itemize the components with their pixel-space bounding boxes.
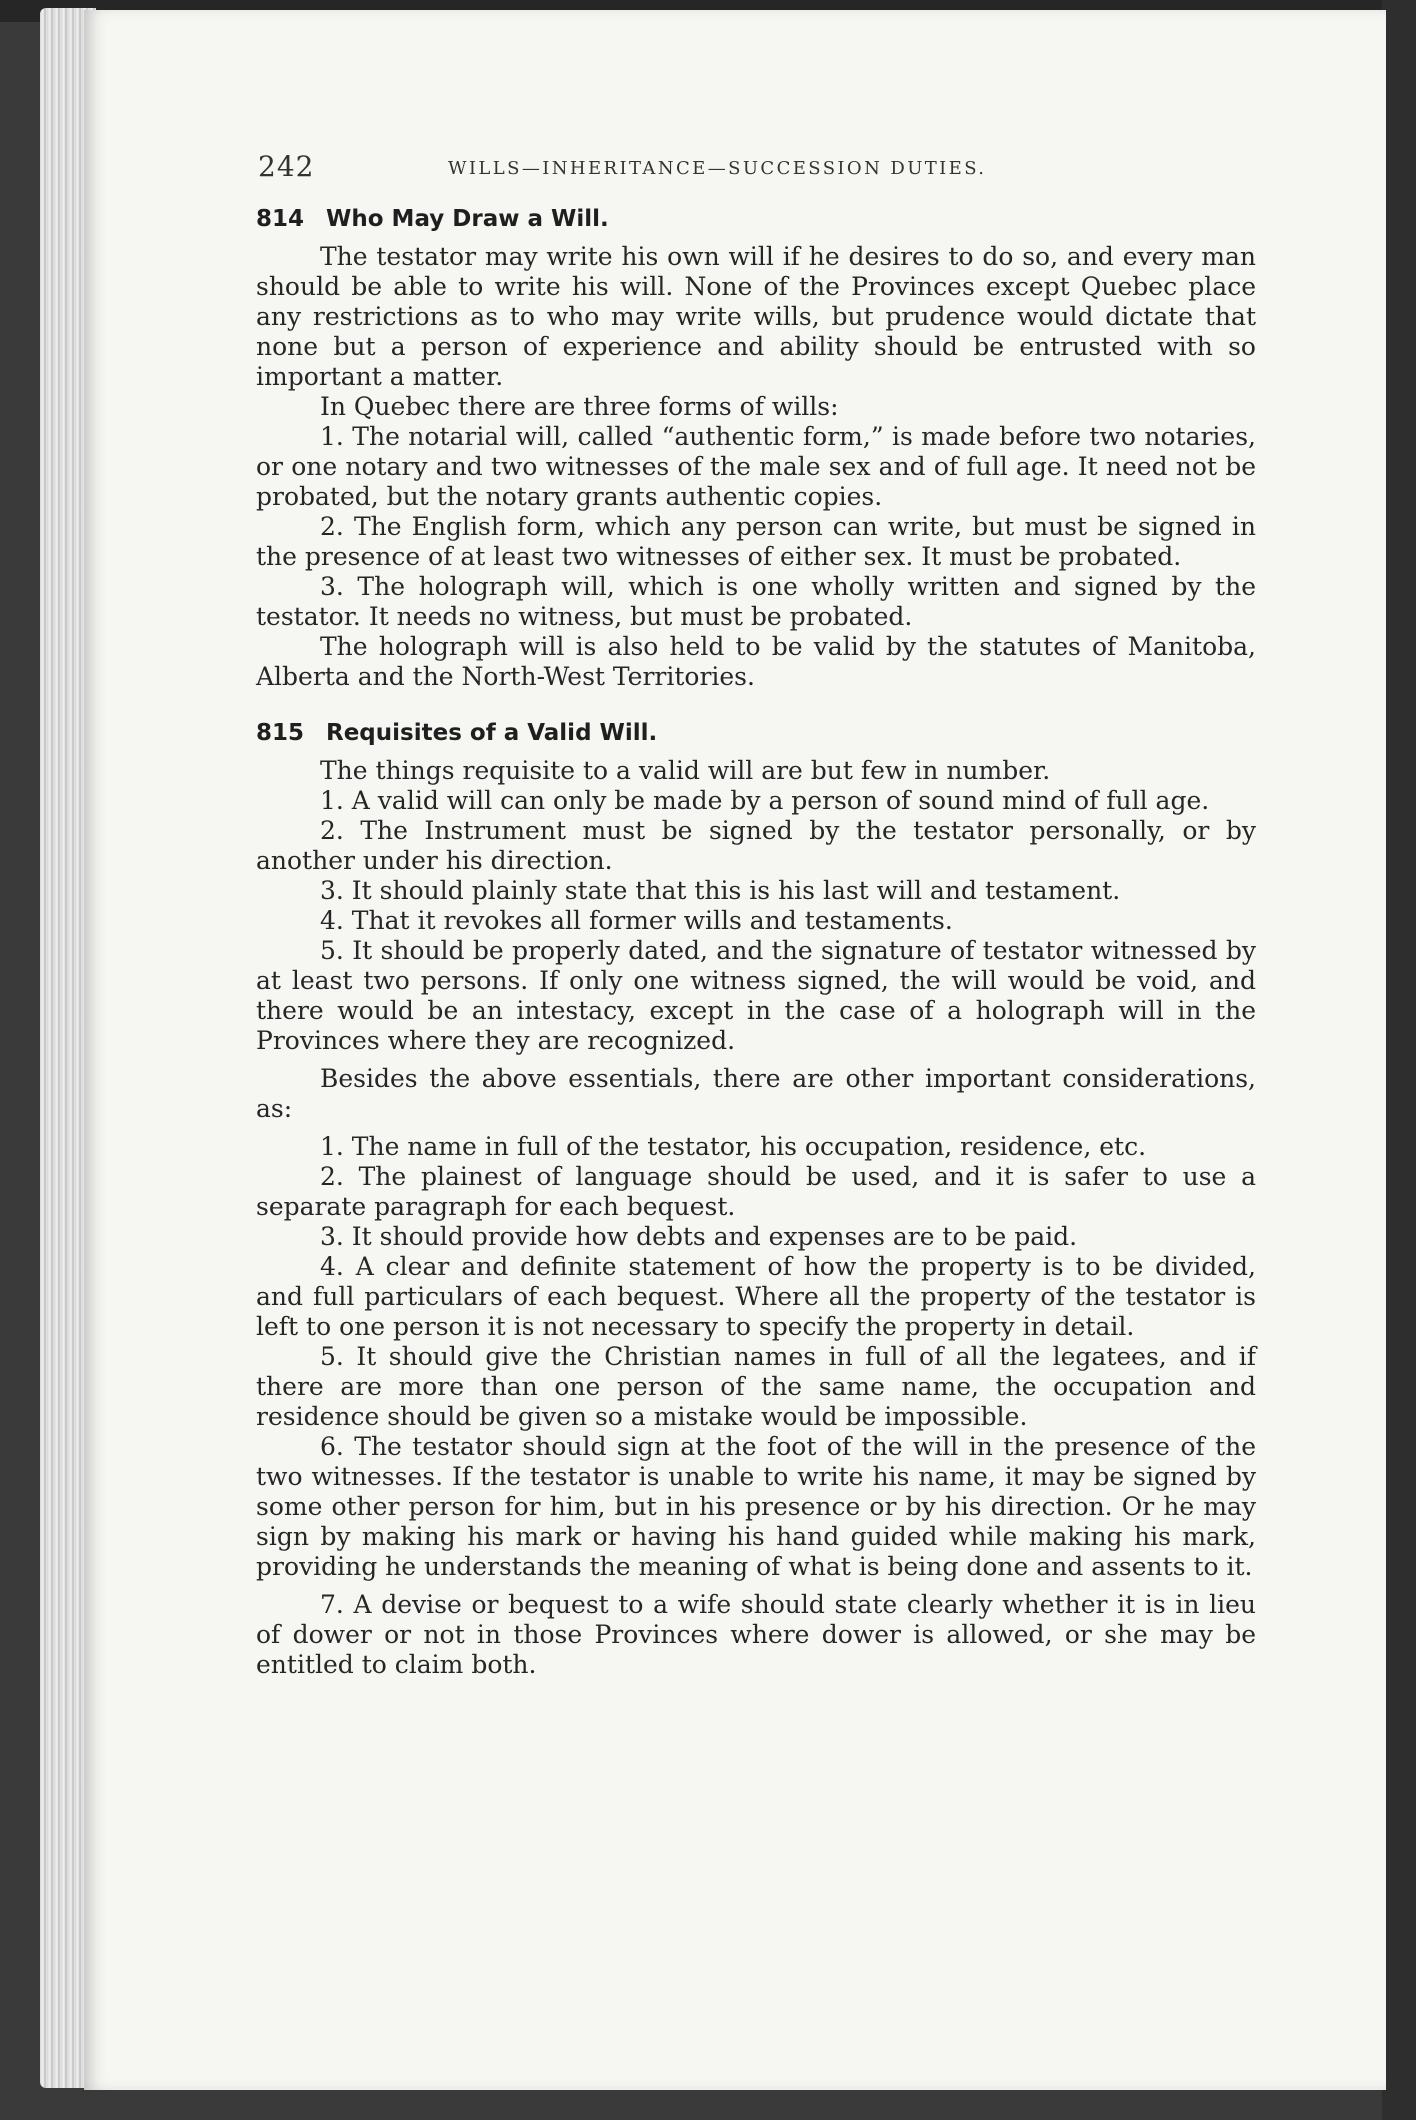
scan-background-right (1382, 0, 1416, 2120)
paragraph: 4. That it revokes all former wills and testaments. (320, 906, 953, 935)
paragraph: The things requisite to a valid will are but few in number. (320, 756, 1051, 785)
paragraph: 2. The Instrument must be signed by the testator personally, or by another under his direction. (256, 816, 1256, 875)
paragraph: Besides the above essentials, there are other important considerations, as: (256, 1064, 1256, 1123)
paragraph: The testator may write his own will if he desires to do so, and every man should be able to write his will. None of the Provinces except Quebec place any restrictions as to who may write wills, but prudence would dictate that none but a person of experience and ability should be entrusted with so important a matter. (256, 242, 1256, 391)
paragraph: 1. The notarial will, called “authentic form,” is made before two notaries, or one notary and two witnesses of the male sex and of full age. It need not be probated, but the notary grants authentic copies. (256, 422, 1256, 511)
paragraph: 2. The plainest of language should be used, and it is safer to use a separate paragraph for each bequest. (256, 1162, 1256, 1221)
paragraph: 1. A valid will can only be made by a person of sound mind of full age. (320, 786, 1210, 815)
book-page (84, 10, 1386, 2090)
paragraph: In Quebec there are three forms of wills: (320, 392, 839, 421)
paragraph: 4. A clear and definite statement of how the property is to be divided, and full particulars of each bequest. Where all the property of the testator is left to one person it is not necessary to specify the property in detail. (256, 1252, 1256, 1341)
paragraph: 1. The name in full of the testator, his occupation, residence, etc. (320, 1132, 1147, 1161)
section-815 (256, 720, 1256, 1680)
paragraph: 3. The holograph will, which is one wholly written and signed by the testator. It needs no witness, but must be probated. (256, 572, 1256, 631)
paragraph: 3. It should provide how debts and expenses are to be paid. (320, 1222, 1078, 1251)
paragraph: 6. The testator should sign at the foot of the will in the presence of the two witnesses. If the testator is unable to write his name, it may be signed by some other person for him, but in his presence or by his direction. Or he may sign by making his mark or having his hand guided while making his mark, providing he understands the meaning of what is being done and assents to it. (256, 1432, 1256, 1581)
paragraph: 5. It should give the Christian names in full of all the legatees, and if there are more than one person of the same name, the occupation and residence should be given so a mistake would be impossible. (256, 1342, 1256, 1431)
section-heading (256, 720, 1256, 746)
page-content (256, 150, 1256, 1680)
running-head (256, 150, 1256, 196)
paragraph: 7. A devise or bequest to a wife should state clearly whether it is in lieu of dower or not in those Provinces where dower is allowed, or she may be entitled to claim both. (256, 1590, 1256, 1679)
section-814 (256, 206, 1256, 692)
paragraph: The holograph will is also held to be valid by the statutes of Manitoba, Alberta and the North-West Territories. (256, 632, 1256, 691)
running-title: WILLS—INHERITANCE—SUCCESSION DUTIES. (448, 158, 987, 179)
section-number: 814 (256, 206, 305, 232)
paragraph: 3. It should plainly state that this is his last will and testament. (320, 876, 1121, 905)
section-title: Who May Draw a Will. (326, 206, 609, 232)
paragraph: 5. It should be properly dated, and the signature of testator witnessed by at least two persons. If only one witness signed, the will would be void, and there would be an intestacy, except in the case of a holograph will in the Provinces where they are recognized. (256, 936, 1256, 1055)
section-title: Requisites of a Valid Will. (326, 720, 658, 746)
page-number: 242 (258, 150, 315, 183)
section-number: 815 (256, 720, 305, 746)
paragraph: 2. The English form, which any person can write, but must be signed in the presence of at least two witnesses of either sex. It must be probated. (256, 512, 1256, 571)
section-heading (256, 206, 1256, 232)
